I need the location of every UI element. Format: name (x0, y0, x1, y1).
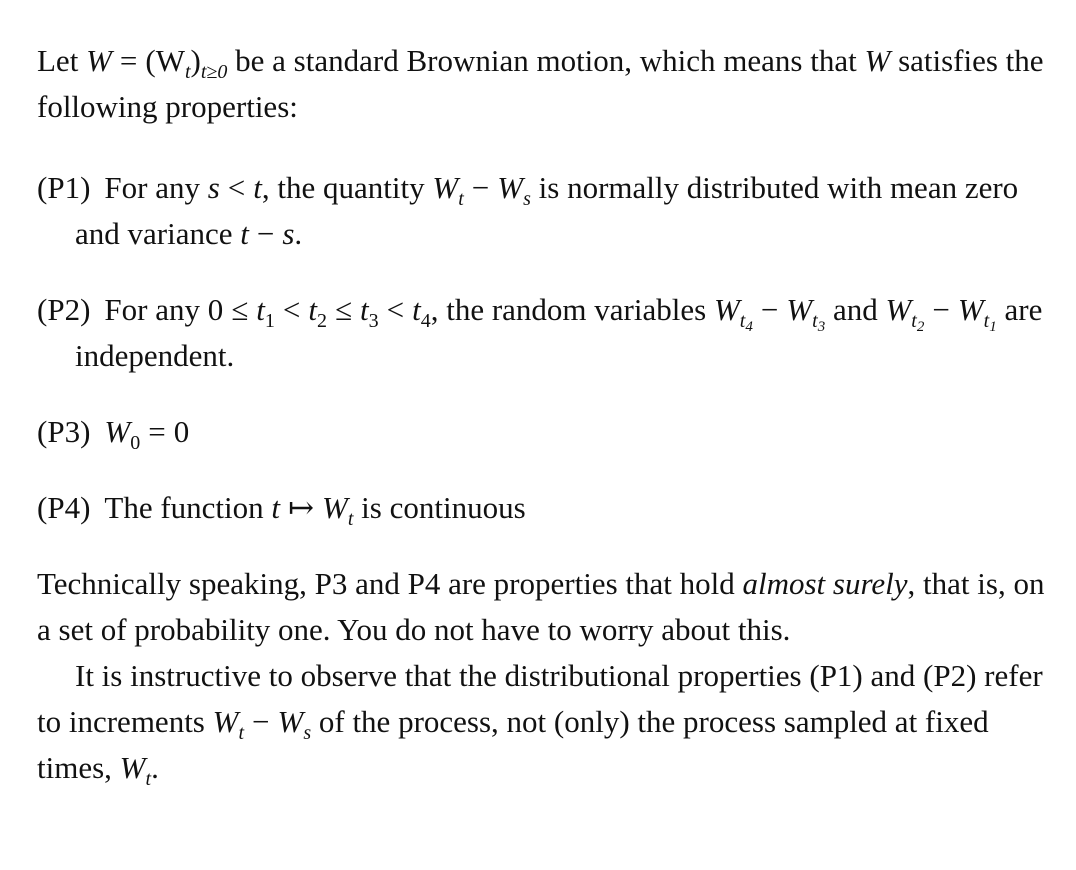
p2-text-a: For any (104, 292, 208, 327)
instructive-paragraph (37, 653, 1057, 791)
p2-w-b-sub2: 3 (817, 319, 826, 335)
property-p1 (37, 165, 1057, 257)
intro-text-c: satisfies the following properties: (37, 43, 1044, 124)
instructive-minus: − (252, 704, 270, 739)
intro-process-open: (W (145, 43, 185, 78)
intro-text-b: be a standard Brownian motion, which means that (227, 43, 865, 78)
p2-w-a-sub2: 4 (745, 319, 753, 335)
document-page (37, 38, 1057, 791)
property-p2 (37, 287, 1057, 379)
p2-lt: < (282, 292, 301, 327)
p1-ws-sub: s (523, 188, 531, 210)
p2-w-c-sub-t: t (911, 310, 917, 332)
p1-text-c: is normally distributed with mean zero and variance (75, 170, 1019, 251)
p2-lt2: < (386, 292, 405, 327)
p2-t3-sub: 3 (368, 310, 379, 332)
property-p1-label: (P1) (37, 170, 91, 205)
p2-w-a: W (713, 292, 740, 327)
p2-t4-sub: 4 (420, 310, 431, 332)
instructive-wt2-sub: t (145, 768, 152, 790)
instructive-text-a: It is instructive to observe that the distributional properties (P1) and (P2) refer to increments (37, 658, 1043, 739)
p2-t3: t (359, 292, 369, 327)
p1-t: t (253, 170, 262, 205)
p2-t2-sub: 2 (316, 310, 327, 332)
p2-zero: 0 (207, 292, 224, 327)
p2-le: ≤ (231, 292, 249, 327)
property-p4 (37, 485, 1057, 531)
intro-text-a: Let (37, 43, 87, 78)
technical-text-b: , that is, on a set of probability one. You do not have to worry about this. (37, 566, 1045, 647)
intro-symbol-w2: W (864, 43, 891, 78)
p2-minus2: − (932, 292, 950, 327)
instructive-wt2: W (119, 750, 146, 785)
intro-process-sub: t (184, 61, 191, 83)
p2-w-b: W (786, 292, 813, 327)
instructive-ws: W (277, 704, 304, 739)
p4-text-b: is continuous (353, 490, 526, 525)
technical-emphasis: almost surely (742, 566, 908, 601)
p3-w-sub: 0 (130, 432, 141, 454)
intro-process-index: t≥0 (200, 61, 228, 83)
p2-text-c: and (825, 292, 886, 327)
p2-w-a-sub (739, 310, 753, 335)
instructive-wt: W (212, 704, 239, 739)
p2-w-c-sub (911, 310, 925, 335)
p4-mapsto: ↦ (288, 490, 315, 525)
p2-le2: ≤ (334, 292, 352, 327)
technical-text-a: Technically speaking, P3 and P4 are properties that hold (37, 566, 743, 601)
p1-minus2: − (256, 216, 275, 251)
intro-equals: = (119, 43, 138, 78)
p3-zero: 0 (173, 414, 190, 449)
p1-text-a: For any (104, 170, 208, 205)
p2-w-c: W (885, 292, 912, 327)
p2-w-d-sub2: 1 (989, 319, 997, 335)
intro-process-close: ) (190, 43, 201, 78)
p2-w-d: W (957, 292, 984, 327)
p2-w-b-sub (812, 310, 826, 335)
p4-text-a: The function (104, 490, 272, 525)
intro-symbol-w: W (86, 43, 112, 78)
property-p3-label: (P3) (37, 414, 91, 449)
intro-paragraph (37, 38, 1057, 130)
p2-w-d-sub (983, 310, 997, 335)
p2-w-b-sub-t: t (812, 310, 818, 332)
p1-s2: s (282, 216, 295, 251)
instructive-end: . (151, 750, 159, 785)
property-p3 (37, 409, 1057, 455)
instructive-ws-sub: s (303, 722, 312, 744)
instructive-text-b: of the process, not (only) the process sampled at fixed times, (37, 704, 989, 785)
p1-end: . (294, 216, 303, 251)
technical-paragraph (37, 561, 1057, 653)
p1-minus: − (471, 170, 490, 205)
p1-wt-sub: t (458, 188, 464, 210)
p2-t1-sub: 1 (264, 310, 275, 332)
p1-wt: W (432, 170, 459, 205)
property-p4-label: (P4) (37, 490, 91, 525)
p2-t4: t (412, 292, 421, 327)
p3-equals: = (148, 414, 166, 449)
p2-t2: t (308, 292, 317, 327)
p2-w-a-sub-t: t (739, 310, 746, 332)
p1-t2: t (240, 216, 249, 251)
p1-lt: < (227, 170, 246, 205)
p4-w-sub: t (347, 508, 354, 530)
p2-minus: − (760, 292, 779, 327)
p2-text-d: are independent. (75, 292, 1043, 373)
p1-s: s (207, 170, 220, 205)
p2-w-c-sub2: 2 (916, 319, 925, 335)
property-p2-label: (P2) (37, 292, 91, 327)
p1-text-b: , the quantity (261, 170, 433, 205)
p2-w-d-sub-t: t (983, 310, 990, 332)
p4-t: t (271, 490, 281, 525)
p2-text-b: , the random variables (430, 292, 714, 327)
p2-t1: t (256, 292, 265, 327)
p1-ws: W (497, 170, 524, 205)
p3-w: W (104, 414, 131, 449)
p4-w: W (322, 490, 348, 525)
instructive-wt-sub: t (238, 722, 245, 744)
